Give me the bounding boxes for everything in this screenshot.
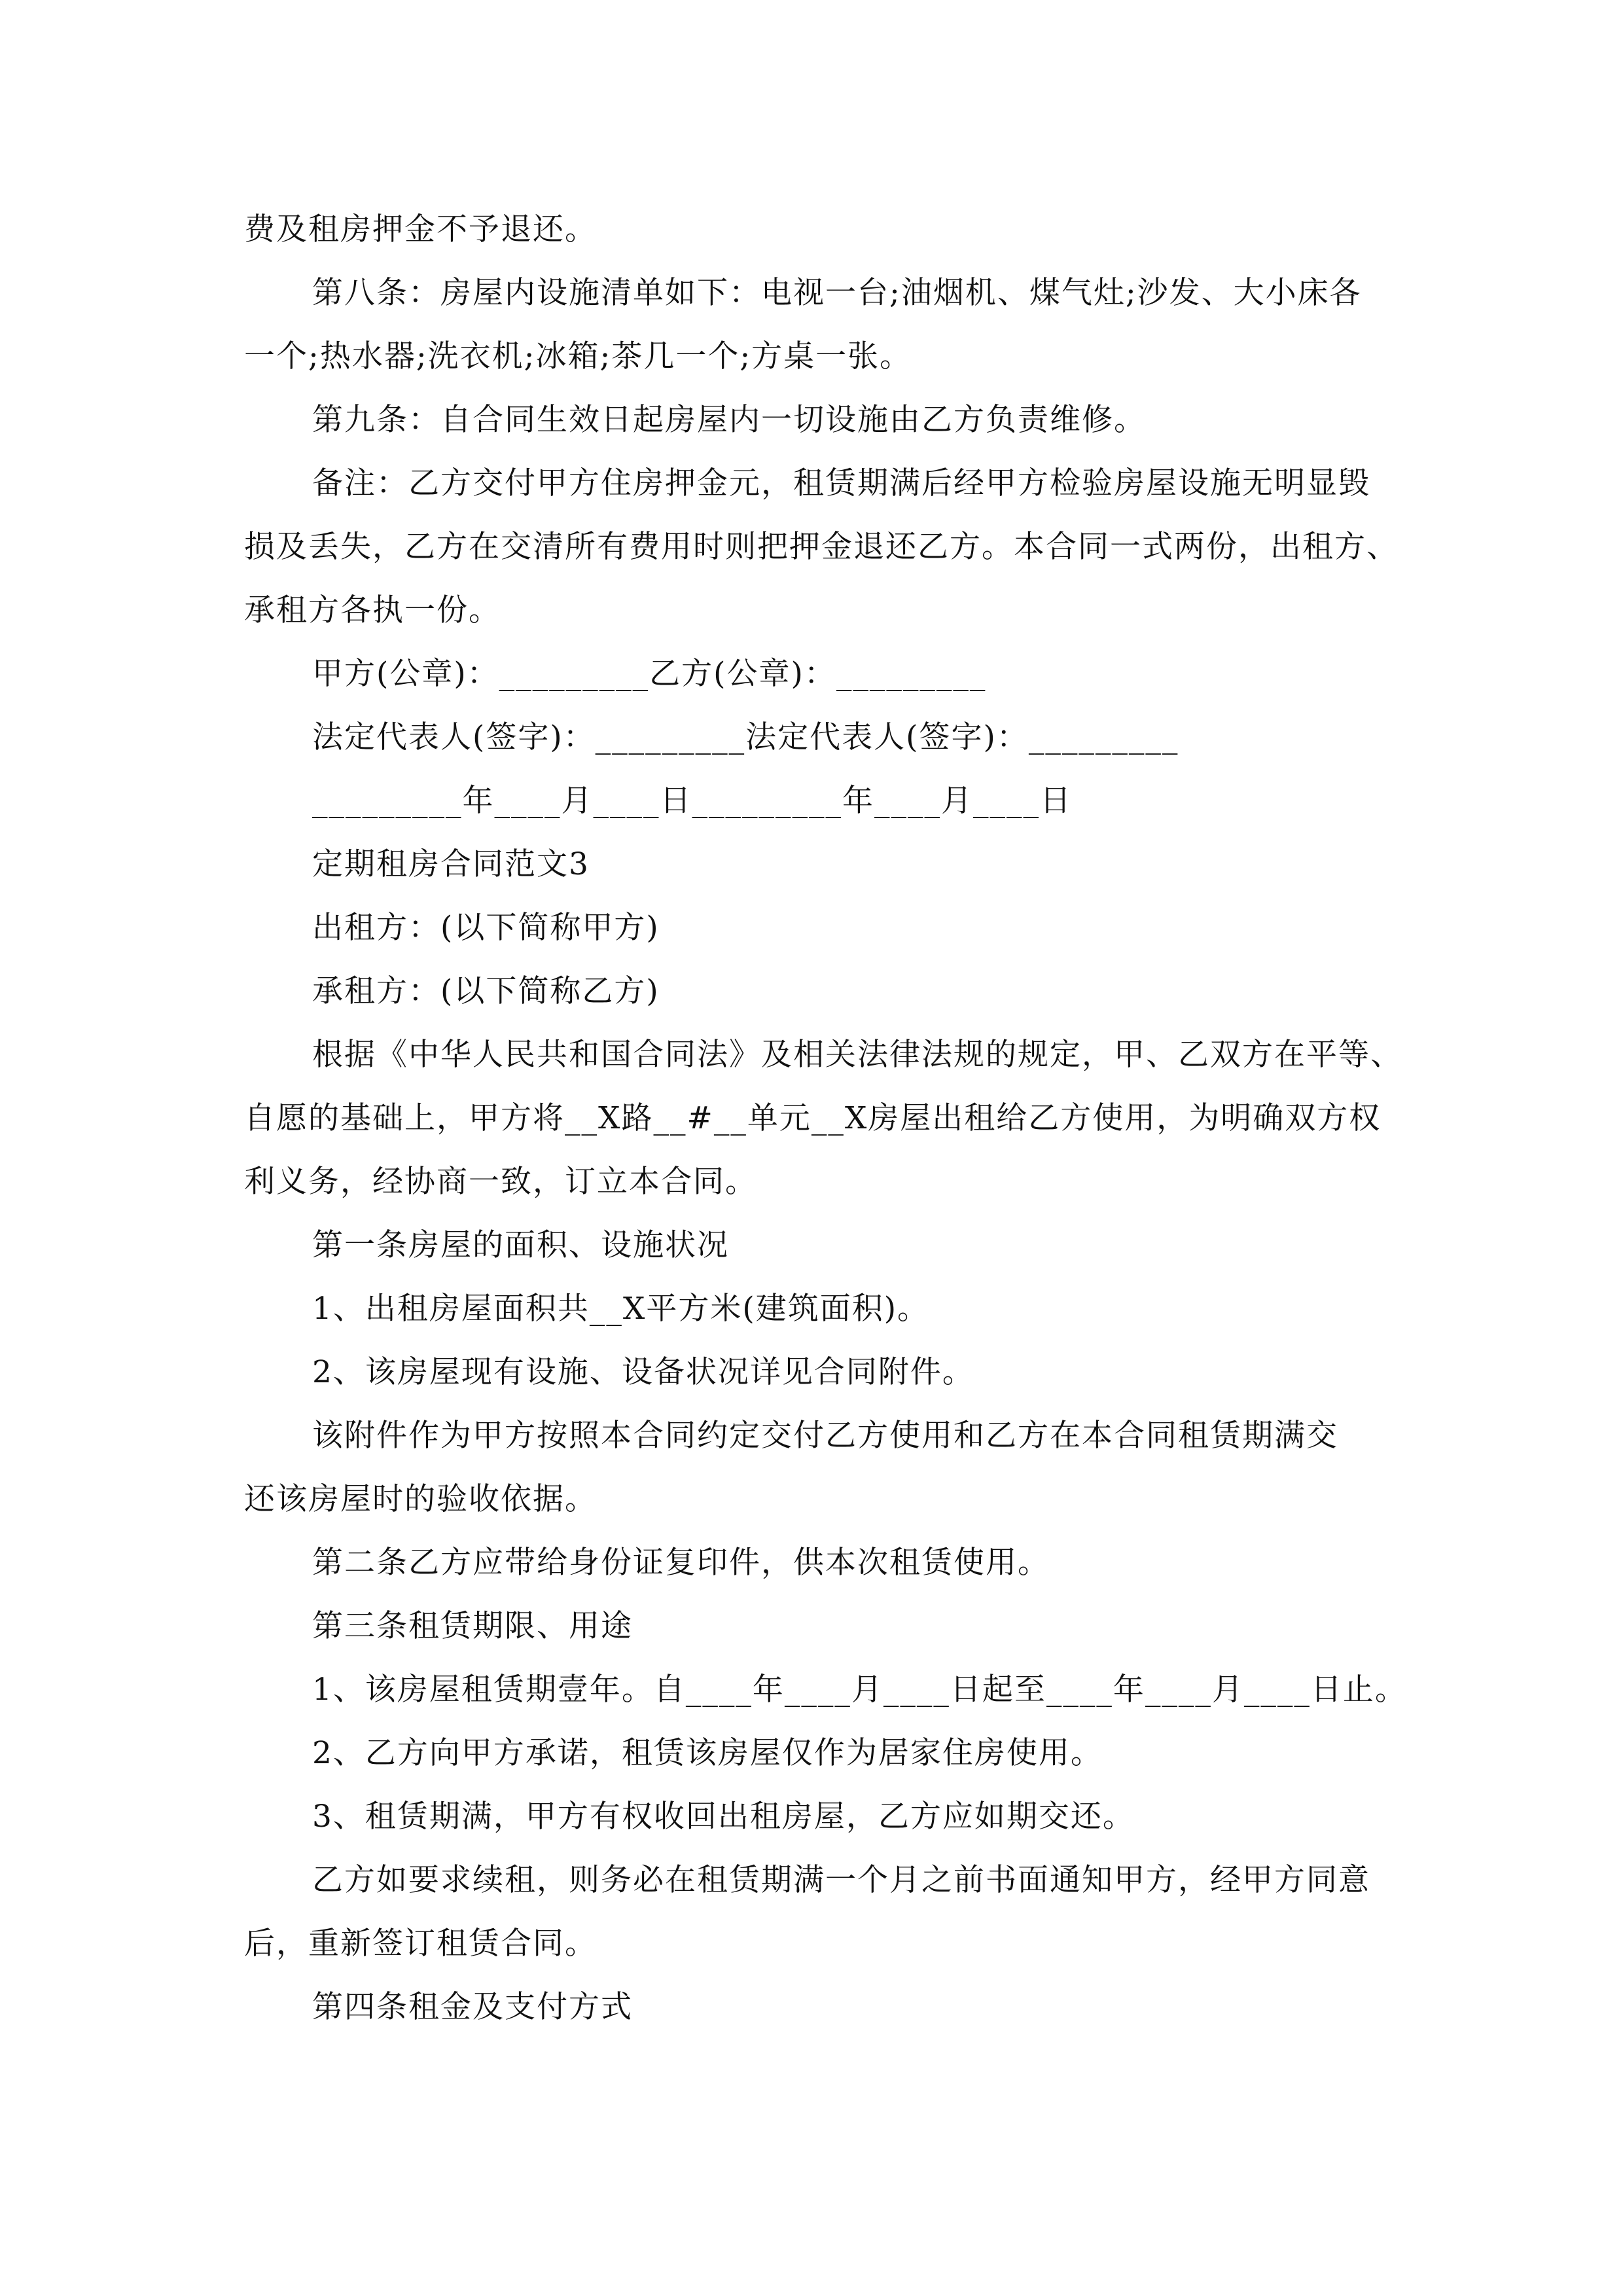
text-line: 1、该房屋租赁期壹年。自____年____月____日起至____年____月____日止。 [312, 1672, 1407, 1708]
text-line: 第九条：自合同生效日起房屋内一切设施由乙方负责维修。 [312, 402, 1146, 438]
text-line: 一个;热水器;洗衣机;冰箱;茶几一个;方桌一张。 [244, 338, 912, 374]
text-line: 2、该房屋现有设施、设备状况详见合同附件。 [312, 1354, 974, 1390]
clause-heading: 第二条乙方应带给身份证复印件，供本次租赁使用。 [312, 1545, 1050, 1581]
text-line: 该附件作为甲方按照本合同约定交付乙方使用和乙方在本合同租赁期满交 [312, 1418, 1338, 1454]
text-line: 费及租房押金不予退还。 [244, 211, 597, 247]
text-line: 损及丢失，乙方在交清所有费用时则把押金退还乙方。本合同一式两份，出租方、 [244, 529, 1399, 565]
section-title: 定期租房合同范文3 [312, 846, 590, 882]
text-line: 承租方各执一份。 [244, 592, 501, 628]
clause-heading: 第四条租金及支付方式 [312, 1989, 633, 2025]
text-line: 利义务，经协商一致，订立本合同。 [244, 1164, 757, 1200]
text-line: 根据《中华人民共和国合同法》及相关法律法规的规定，甲、乙双方在平等、 [312, 1037, 1402, 1073]
signature-line: 甲方(公章)：_________乙方(公章)：_________ [312, 656, 987, 692]
text-line: 后，重新签订租赁合同。 [244, 1926, 597, 1962]
clause-heading: 第三条租赁期限、用途 [312, 1608, 633, 1644]
text-line: 乙方如要求续租，则务必在租赁期满一个月之前书面通知甲方，经甲方同意 [312, 1862, 1370, 1898]
text-line: 出租方：(以下简称甲方) [312, 910, 660, 946]
signature-line: 法定代表人(签字)：_________法定代表人(签字)：_________ [312, 719, 1179, 755]
text-line: 1、出租房屋面积共__X平方米(建筑面积)。 [312, 1291, 930, 1327]
text-line: 自愿的基础上，甲方将__X路__#__单元__X房屋出租给乙方使用，为明确双方权 [244, 1100, 1382, 1136]
date-line: _________年____月____日_________年____月____日 [312, 783, 1072, 819]
text-line: 备注：乙方交付甲方住房押金元，租赁期满后经甲方检验房屋设施无明显毁 [312, 465, 1370, 501]
text-line: 第八条：房屋内设施清单如下：电视一台;油烟机、煤气灶;沙发、大小床各 [312, 275, 1362, 311]
text-line: 2、乙方向甲方承诺，租赁该房屋仅作为居家住房使用。 [312, 1735, 1103, 1771]
text-line: 还该房屋时的验收依据。 [244, 1481, 597, 1517]
text-line: 承租方：(以下简称乙方) [312, 973, 660, 1009]
clause-heading: 第一条房屋的面积、设施状况 [312, 1227, 729, 1263]
text-line: 3、租赁期满，甲方有权收回出租房屋，乙方应如期交还。 [312, 1799, 1135, 1835]
